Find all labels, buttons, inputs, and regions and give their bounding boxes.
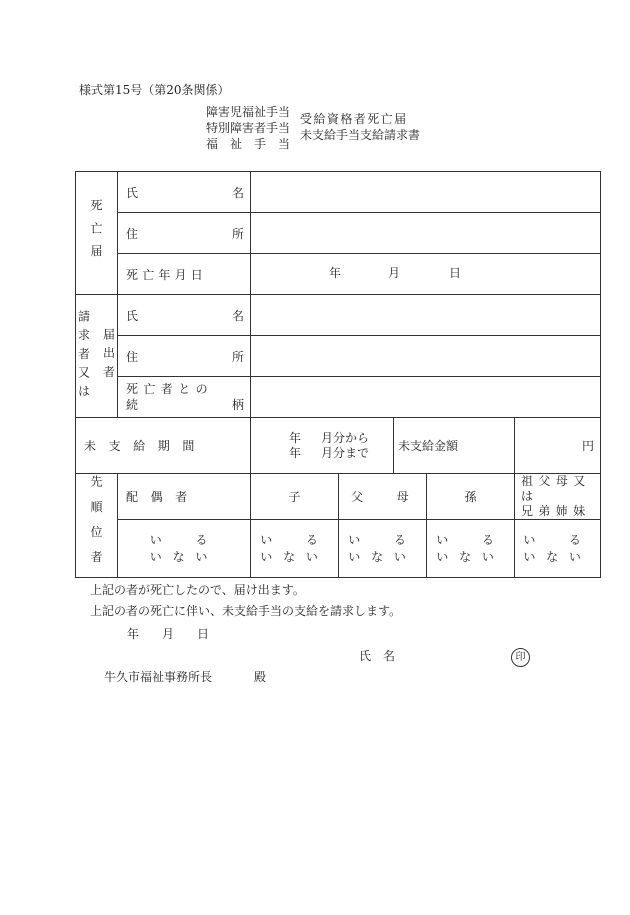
statement-notification: 上記の者が死亡したので、届け出ます。 — [90, 583, 305, 597]
unpaid-period-field[interactable] — [251, 418, 394, 474]
unpaid-amount-label: 未支給金額 — [394, 418, 515, 474]
spouse-choice[interactable] — [118, 520, 251, 578]
relation-label: 死亡者との 続 柄 — [118, 377, 251, 418]
relative-grandparents-siblings-label: 祖父母又は 兄弟姉妹 — [515, 474, 601, 520]
date-month-unit: 月 — [162, 627, 175, 641]
allowance-2: 特別障害者手当 — [206, 121, 291, 135]
death-year-unit: 年 — [329, 266, 342, 280]
priority-section-header: 先順位者 — [76, 474, 118, 578]
deceased-name-field[interactable] — [251, 172, 601, 213]
date-year-unit: 年 — [127, 627, 140, 641]
choice-inai[interactable]: いない — [348, 549, 417, 564]
relative-grandchild-label: 孫 — [427, 474, 515, 520]
choice-iru[interactable]: い る — [348, 532, 417, 547]
date-day-unit: 日 — [197, 627, 210, 641]
deceased-name-label: 氏 名 — [118, 172, 251, 213]
deceased-section-header: 死亡届 — [76, 172, 118, 295]
death-date-field[interactable] — [251, 254, 601, 295]
requester-address-label: 住 所 — [118, 336, 251, 377]
choice-iru[interactable]: い る — [260, 532, 329, 547]
title-line-2: 未支給手当支給請求書 — [300, 128, 421, 142]
addressee: 牛久市福祉事務所長 — [104, 670, 213, 684]
allowance-3: 福 祉 手 当 — [206, 137, 291, 151]
choice-inai[interactable]: いない — [260, 549, 329, 564]
grandparents-siblings-choice[interactable] — [515, 520, 601, 578]
relative-parents-label: 父 母 — [339, 474, 427, 520]
choice-inai[interactable]: いない — [523, 549, 592, 564]
death-day-unit: 日 — [449, 266, 462, 280]
choice-inai[interactable]: いない — [436, 549, 505, 564]
period-from-year: 年 — [289, 430, 302, 445]
period-to-month: 月分まで — [321, 445, 370, 460]
parents-choice[interactable] — [339, 520, 427, 578]
period-to-year: 年 — [289, 445, 302, 460]
allowance-1: 障害児福祉手当 — [206, 105, 291, 119]
choice-iru[interactable]: い る — [149, 532, 219, 547]
period-from-month: 月分から — [321, 430, 370, 445]
title-line-1: 受給資格者死亡届 — [300, 112, 408, 126]
application-form-table — [75, 171, 601, 578]
requester-name-field[interactable] — [251, 295, 601, 336]
child-choice[interactable] — [251, 520, 339, 578]
choice-iru[interactable]: い る — [523, 532, 592, 547]
unpaid-amount-field[interactable]: 円 — [515, 418, 601, 474]
form-number: 様式第15号（第20条関係） — [79, 83, 230, 97]
choice-inai[interactable]: いない — [149, 549, 219, 564]
grandchild-choice[interactable] — [427, 520, 515, 578]
deceased-address-label: 住 所 — [118, 213, 251, 254]
requester-name-label: 氏 名 — [118, 295, 251, 336]
death-month-unit: 月 — [388, 266, 401, 280]
death-date-label: 死亡年月日 — [118, 254, 251, 295]
relation-field[interactable] — [251, 377, 601, 418]
requester-address-field[interactable] — [251, 336, 601, 377]
honorific: 殿 — [254, 670, 267, 684]
unpaid-period-label: 未支給期間 — [76, 418, 251, 474]
choice-iru[interactable]: い る — [436, 532, 505, 547]
statement-request: 上記の者の死亡に伴い、未支給手当の支給を請求します。 — [90, 604, 402, 618]
deceased-address-field[interactable] — [251, 213, 601, 254]
seal-mark: 印 — [511, 648, 530, 667]
requester-section-header: 請求者又は 届出者 — [76, 295, 118, 418]
relative-child-label: 子 — [251, 474, 339, 520]
signature-label: 氏 名 — [359, 649, 396, 663]
relative-spouse-label: 配偶者 — [118, 474, 251, 520]
